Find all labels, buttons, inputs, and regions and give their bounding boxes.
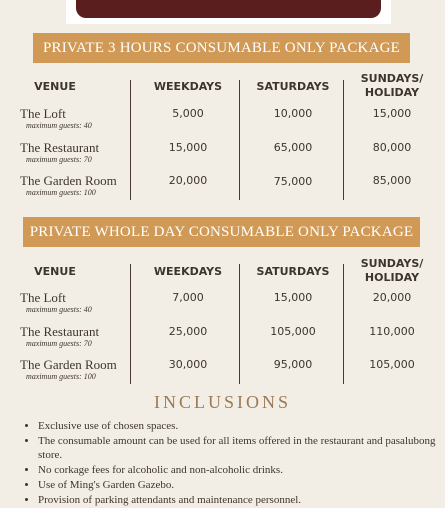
price-saturdays: 10,000 [273, 107, 313, 120]
venue-name: The Restaurant [20, 324, 100, 339]
package2-title: PRIVATE WHOLE DAY CONSUMABLE ONLY PACKAGE [23, 217, 420, 247]
venue-capacity: maximum guests: 40 [26, 305, 92, 314]
header-sundays: SUNDAYS/ HOLIDAY [360, 72, 424, 99]
venue-name: The Loft [20, 106, 66, 121]
price-sundays: 110,000 [369, 325, 415, 338]
header-saturdays: SATURDAYS [256, 80, 330, 93]
price-saturdays: 75,000 [273, 175, 313, 188]
header-saturdays: SATURDAYS [256, 265, 330, 278]
venue-capacity: maximum guests: 100 [26, 372, 96, 381]
venue-capacity: maximum guests: 70 [26, 155, 92, 164]
header-venue: VENUE [34, 80, 76, 93]
header-venue: VENUE [34, 265, 76, 278]
column-divider [343, 80, 344, 200]
column-divider [239, 80, 240, 200]
header-weekdays: WEEKDAYS [153, 80, 223, 93]
header-sundays: SUNDAYS/ HOLIDAY [360, 257, 424, 284]
price-weekdays: 15,000 [168, 141, 208, 154]
inclusions-list [24, 419, 443, 508]
price-sundays: 105,000 [369, 358, 415, 371]
venue-name: The Restaurant [20, 140, 100, 155]
list-item: • No corkage fees for alcoholic and non-alcoholic drinks. [38, 463, 443, 477]
venue-capacity: maximum guests: 100 [26, 188, 96, 197]
price-sundays: 80,000 [372, 141, 412, 154]
price-weekdays: 25,000 [168, 325, 208, 338]
venue-capacity: maximum guests: 40 [26, 121, 92, 130]
column-divider [343, 264, 344, 384]
price-saturdays: 95,000 [273, 358, 313, 371]
venue-name: The Garden Room [20, 173, 117, 188]
list-item: • Exclusive use of chosen spaces. [38, 419, 443, 433]
column-divider [130, 80, 131, 200]
price-weekdays: 5,000 [172, 107, 204, 120]
list-item: • Provision of parking attendants and maintenance personnel. [38, 493, 443, 507]
price-sundays: 15,000 [372, 107, 412, 120]
column-divider [239, 264, 240, 384]
header-weekdays: WEEKDAYS [153, 265, 223, 278]
venue-capacity: maximum guests: 70 [26, 339, 92, 348]
price-weekdays: 7,000 [172, 291, 204, 304]
inclusions-title: INCLUSIONS [153, 392, 291, 412]
price-saturdays: 105,000 [270, 325, 316, 338]
package1-title: PRIVATE 3 HOURS CONSUMABLE ONLY PACKAGE [33, 33, 410, 63]
venue-name: The Garden Room [20, 357, 117, 372]
list-item: • Use of Ming's Garden Gazebo. [38, 478, 443, 492]
column-divider [130, 264, 131, 384]
list-item: • The consumable amount can be used for all items offered in the restaurant and pasalubong store. [38, 434, 443, 462]
price-sundays: 20,000 [372, 291, 412, 304]
price-saturdays: 65,000 [273, 141, 313, 154]
price-saturdays: 15,000 [273, 291, 313, 304]
price-weekdays: 30,000 [168, 358, 208, 371]
top-dark-banner [76, 0, 381, 18]
price-weekdays: 20,000 [168, 174, 208, 187]
venue-name: The Loft [20, 290, 66, 305]
price-sundays: 85,000 [372, 174, 412, 187]
